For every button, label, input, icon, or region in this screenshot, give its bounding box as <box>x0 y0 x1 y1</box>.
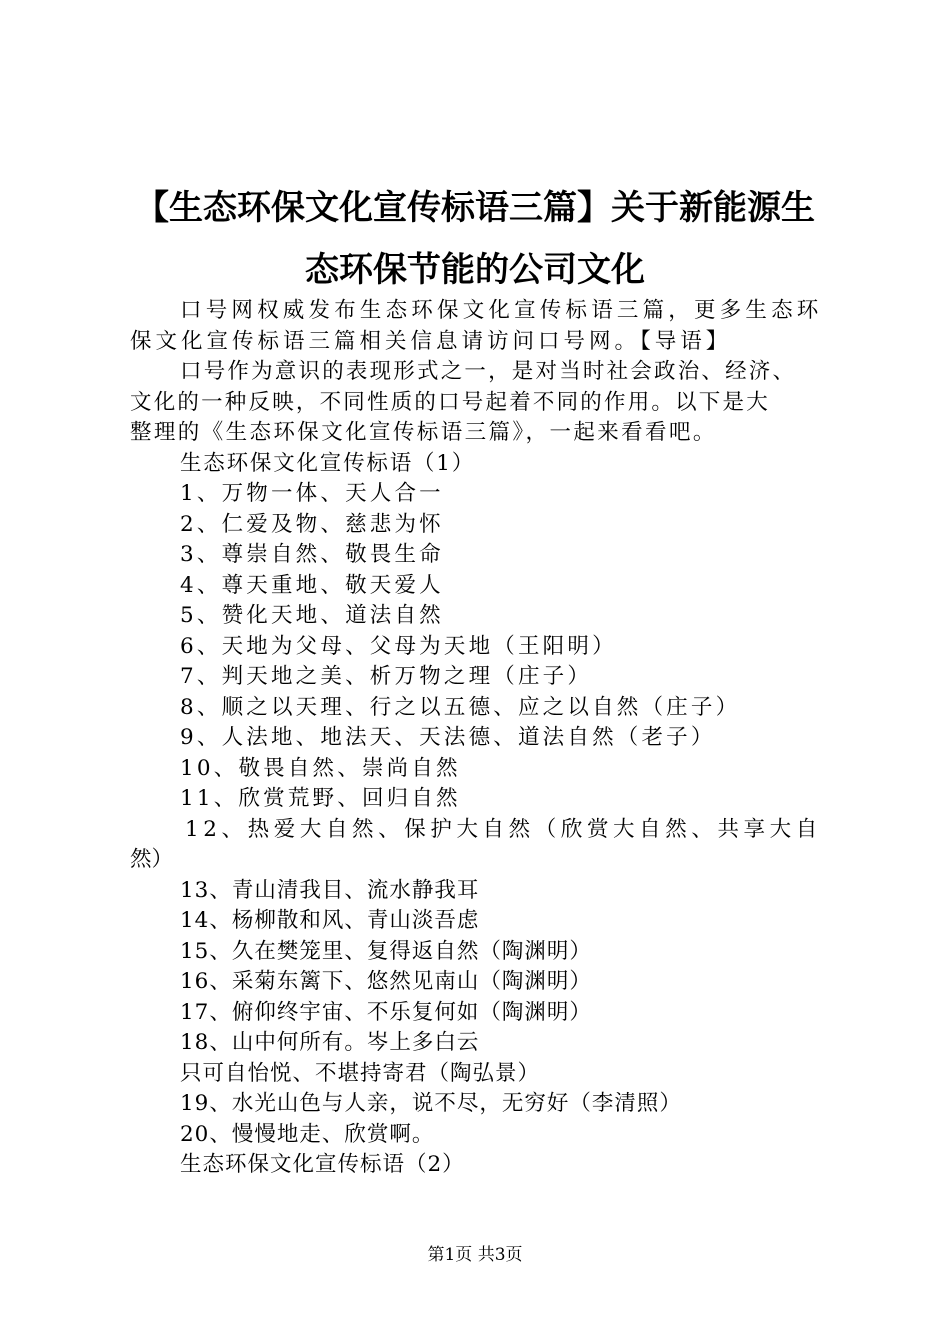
list-item: 7、判天地之美、析万物之理（庄子） <box>180 664 593 689</box>
list-item: 20、慢慢地走、欣赏啊。 <box>180 1121 435 1147</box>
intro-line: 整理的《生态环保文化宣传标语三篇》，一起来看看吧。 <box>130 420 717 445</box>
list-item: 9、人法地、地法天、天法德、道法自然（老子） <box>180 725 716 750</box>
list-item: 12、热爱大自然、保护大自然（欣赏大自然、共享大自 <box>185 816 822 842</box>
list-item-continuation: 然） <box>130 847 174 872</box>
section-heading: 生态环保文化宣传标语（2） <box>180 1152 465 1177</box>
list-item: 8、顺之以天理、行之以五德、应之以自然（庄子） <box>180 694 741 720</box>
list-item: 5、赞化天地、道法自然 <box>180 603 444 628</box>
list-item: 6、天地为父母、父母为天地（王阳明） <box>180 633 617 659</box>
intro-line: 保文化宣传标语三篇相关信息请访问口号网。【导语】 <box>130 328 732 354</box>
document-body <box>130 296 830 1181</box>
list-item: 18、山中何所有。岑上多白云 <box>180 1030 480 1055</box>
list-item: 2、仁爱及物、慈悲为怀 <box>180 511 444 537</box>
list-item: 只可自怡悦、不堪持寄君（陶弘景） <box>180 1060 541 1086</box>
list-item: 17、俯仰终宇宙、不乐复何如（陶渊明） <box>180 999 592 1025</box>
list-item: 10、敬畏自然、崇尚自然 <box>180 755 461 781</box>
intro-line: 文化的一种反映，不同性质的口号起着不同的作用。以下是大 <box>130 389 770 415</box>
list-item: 16、采菊东篱下、悠然见南山（陶渊明） <box>180 969 592 994</box>
intro-line: 口号网权威发布生态环保文化宣传标语三篇，更多生态环 <box>180 298 823 323</box>
list-item: 15、久在樊笼里、复得返自然（陶渊明） <box>180 938 592 964</box>
list-item: 11、欣赏荒野、回归自然 <box>180 786 461 811</box>
list-item: 14、杨柳散和风、青山淡吾虑 <box>180 908 480 933</box>
section-heading: 生态环保文化宣传标语（1） <box>180 450 476 476</box>
list-item: 1、万物一体、天人合一 <box>180 481 444 506</box>
list-item: 19、水光山色与人亲，说不尽，无穷好（李清照） <box>180 1091 682 1116</box>
list-item: 3、尊崇自然、敬畏生命 <box>180 542 444 567</box>
document-title-line-2: 态环保节能的公司文化 <box>305 250 645 290</box>
list-item: 13、青山清我目、流水静我耳 <box>180 877 480 903</box>
intro-line: 口号作为意识的表现形式之一，是对当时社会政治、经济、 <box>180 359 797 384</box>
list-item: 4、尊天重地、敬天爱人 <box>180 572 444 598</box>
document-title-line-1: 【生态环保文化宣传标语三篇】关于新能源生 <box>135 188 815 228</box>
page-number-footer: 第1页 共3页 <box>427 1245 523 1265</box>
